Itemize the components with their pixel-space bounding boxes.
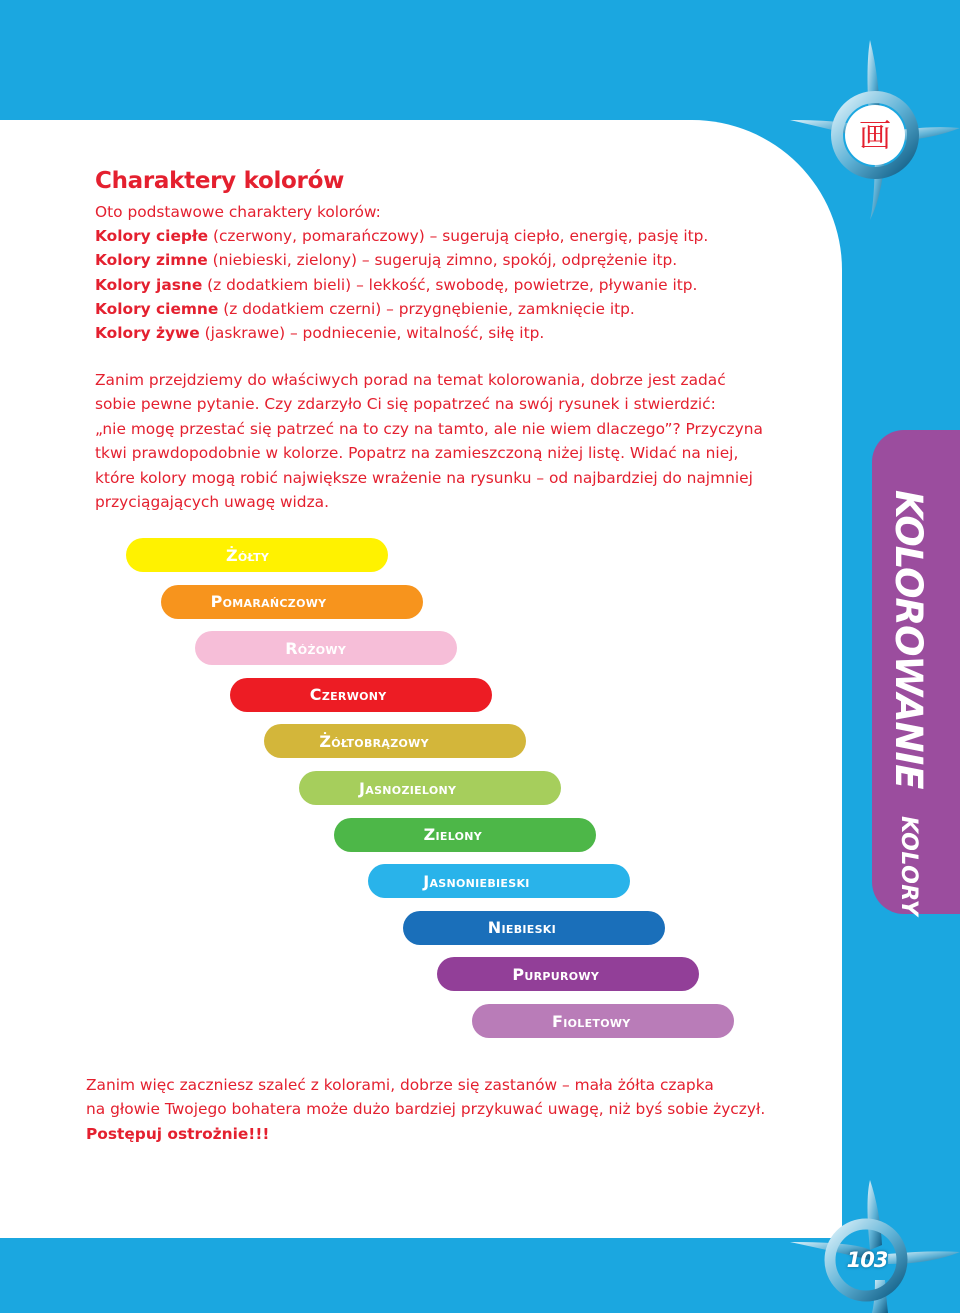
color-bar-label: Purpurowy <box>512 964 600 984</box>
list-item <box>95 248 708 272</box>
list-item-desc: (z dodatkiem czerni) – przygnębienie, zamknięcie itp. <box>218 299 635 318</box>
section-title: Charaktery kolorów <box>95 168 345 194</box>
logo-glyph: 画 <box>858 116 892 154</box>
paragraph-line: Zanim przejdziemy do właściwych porad na temat kolorowania, dobrze jest zadać <box>95 371 726 389</box>
chapter-subtitle: KOLORY <box>896 815 921 916</box>
list-item-term: Kolory ciepłe <box>95 227 209 246</box>
color-bar <box>368 864 630 898</box>
paragraph-line: które kolory mogą robić największe wrażenie na rysunku – od najbardziej do najmniej <box>95 468 753 487</box>
color-bar-label: Niebieski <box>487 918 557 938</box>
shuriken-ornament-icon <box>790 40 960 220</box>
chapter-side-label <box>880 490 930 916</box>
paragraph-line: sobie pewne pytanie. Czy zdarzyło Ci się popatrzeć na swój rysunek i stwierdzić: <box>95 395 716 414</box>
paragraph-line: Zanim więc zaczniesz szaleć z kolorami, dobrze się zastanów – mała żółta czapka <box>86 1076 714 1094</box>
paragraph-line: „nie mogę przestać się patrzeć na to czy na tamto, ale nie wiem dlaczego”? Przyczyna <box>95 419 763 438</box>
page-number: 103 <box>846 1248 888 1272</box>
color-bar <box>334 818 596 852</box>
color-bar-label: Żółty <box>226 545 270 565</box>
color-bar-label: Jasnoniebieski <box>423 871 530 891</box>
list-item-desc: (niebieski, zielony) – sugerują zimno, spokój, odprężenie itp. <box>207 251 678 270</box>
emphasis-text: Postępuj ostrożnie!!! <box>86 1124 270 1143</box>
color-bar <box>264 724 526 758</box>
list-item <box>95 297 708 321</box>
list-item-desc: (czerwony, pomarańczowy) – sugerują ciepło, energię, pasję itp. <box>208 227 709 246</box>
color-bar-label: Czerwony <box>309 685 387 705</box>
color-bar <box>230 678 492 712</box>
color-bar <box>161 585 423 619</box>
list-item-term: Kolory zimne <box>95 251 208 270</box>
paragraph-line: na głowie Twojego bohatera może dużo bardziej przykuwać uwagę, niż byś sobie życzył. <box>86 1100 766 1119</box>
list-item <box>95 273 708 297</box>
body-paragraph <box>95 368 815 514</box>
color-bar-label: Fioletowy <box>552 1011 631 1031</box>
paragraph-line: tkwi prawdopodobnie w kolorze. Popatrz na zamieszczoną niżej listę. Widać na niej, <box>95 444 739 463</box>
list-item-term: Kolory żywe <box>95 324 200 343</box>
list-item-desc: (z dodatkiem bieli) – lekkość, swobodę, powietrze, pływanie itp. <box>202 275 698 294</box>
color-bar-label: Różowy <box>285 638 347 658</box>
list-item-term: Kolory jasne <box>95 275 203 294</box>
list-item <box>95 321 708 345</box>
intro-lead: Oto podstawowe charaktery kolorów: <box>95 203 381 221</box>
color-bar-label: Pomarańczowy <box>210 592 327 612</box>
chapter-title: KOLOROWANIE <box>887 490 930 789</box>
color-bar <box>403 911 665 945</box>
list-item <box>95 224 708 248</box>
color-bar-label: Żółtobrązowy <box>319 731 429 751</box>
color-bar-label: Zielony <box>423 825 483 845</box>
closing-paragraph <box>86 1073 765 1146</box>
list-item-desc: (jaskrawe) – podniecenie, witalność, siłę itp. <box>199 324 545 343</box>
color-bar <box>126 538 388 572</box>
color-bar <box>472 1004 734 1038</box>
color-bar <box>195 631 457 665</box>
color-characters-list <box>95 200 708 345</box>
list-item-term: Kolory ciemne <box>95 299 219 318</box>
paragraph-line: przyciągających uwagę widza. <box>95 493 329 512</box>
color-bar-label: Jasnozielony <box>359 778 457 798</box>
shuriken-ornament-bottom-icon <box>790 1180 960 1313</box>
color-bar <box>299 771 561 805</box>
color-bar <box>437 957 699 991</box>
